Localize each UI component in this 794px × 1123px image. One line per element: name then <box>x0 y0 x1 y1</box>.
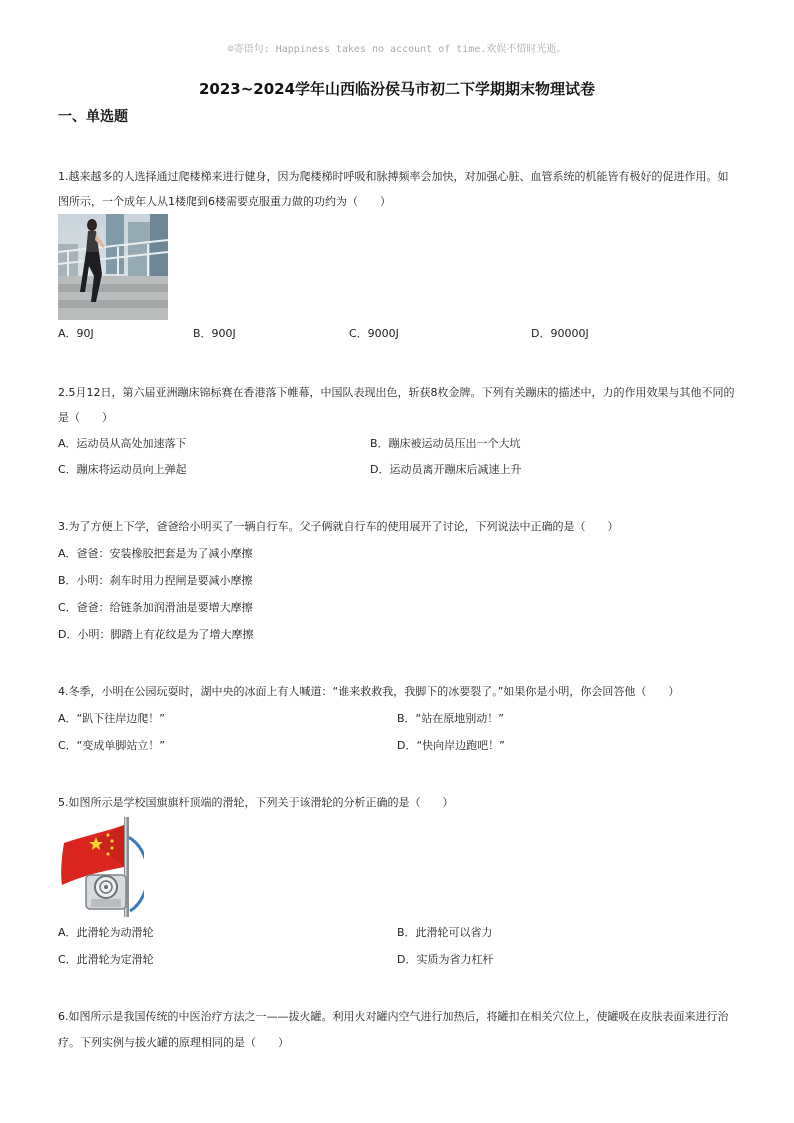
q5-option-c: C．此滑轮为定滑轮 <box>58 953 154 966</box>
q1-stair-climbing-image <box>58 214 168 320</box>
q3-option-b: B．小明：刹车时用力捏闸是要减小摩擦 <box>58 574 253 587</box>
q2-option-c: C．蹦床将运动员向上弹起 <box>58 463 187 476</box>
q3-option-a: A．爸爸：安装橡胶把套是为了减小摩擦 <box>58 547 253 560</box>
header-motto: ☺寄语句: Happiness takes no account of time.欢娱不惜时光逝。 <box>227 44 567 55</box>
q4-option-b: B．“站在原地别动！” <box>397 712 504 725</box>
q4-option-a: A．“趴下往岸边爬！” <box>58 712 165 725</box>
q1-option-c: C．9000J <box>349 327 399 340</box>
q3-option-c: C．爸爸：给链条加润滑油是要增大摩擦 <box>58 601 253 614</box>
q1-option-a: A．90J <box>58 327 94 340</box>
q1-text-line2: 图所示，一个成年人从1楼爬到6楼需要克服重力做的功约为（ ） <box>58 195 391 208</box>
q2-text-line2: 是（ ） <box>58 411 113 424</box>
q2-option-b: B．蹦床被运动员压出一个大坑 <box>370 437 521 450</box>
q4-option-c: C．“变成单脚站立！” <box>58 739 166 752</box>
q6-text-line1: 6.如图所示是我国传统的中医治疗方法之一——拔火罐。利用火对罐内空气进行加热后，将罐扣在相关穴位上，使罐吸在皮肤表面来进行治 <box>58 1010 729 1023</box>
page-title: 2023~2024学年山西临汾侯马市初二下学期期末物理试卷 <box>198 80 596 98</box>
q5-option-d: D．实质为省力杠杆 <box>397 953 494 966</box>
q4-text-line1: 4.冬季，小明在公园玩耍时，湖中央的冰面上有人喊道：“谁来救救我，我脚下的冰要裂了。”如果你是小明，你会回答他（ ） <box>58 685 680 698</box>
q6-text-line2: 疗。下列实例与拔火罐的原理相同的是（ ） <box>58 1036 289 1049</box>
q4-option-d: D．“快向岸边跑吧！” <box>397 739 505 752</box>
q1-option-d: D．90000J <box>531 327 589 340</box>
q2-option-a: A．运动员从高处加速落下 <box>58 437 187 450</box>
q2-text-line1: 2.5月12日，第六届亚洲蹦床锦标赛在香港落下帷幕，中国队表现出色，斩获8枚金牌。下列有关蹦床的描述中，力的作用效果与其他不同的 <box>58 386 735 399</box>
section-heading: 一、单选题 <box>58 109 128 125</box>
q2-option-d: D．运动员离开蹦床后减速上升 <box>370 463 522 476</box>
q1-option-b: B．900J <box>193 327 236 340</box>
q1-text-line1: 1.越来越多的人选择通过爬楼梯来进行健身，因为爬楼梯时呼吸和脉搏频率会加快，对加强心脏、血管系统的机能皆有极好的促进作用。如 <box>58 170 729 183</box>
q5-option-b: B．此滑轮可以省力 <box>397 926 493 939</box>
q5-option-a: A．此滑轮为动滑轮 <box>58 926 154 939</box>
q5-text-line1: 5.如图所示是学校国旗旗杆顶端的滑轮，下列关于该滑轮的分析正确的是（ ） <box>58 796 454 809</box>
q3-option-d: D．小明：脚踏上有花纹是为了增大摩擦 <box>58 628 254 641</box>
q3-text-line1: 3.为了方便上下学，爸爸给小明买了一辆自行车。父子俩就自行车的使用展开了讨论，下列说法中正确的是（ ） <box>58 520 619 533</box>
q5-flagpole-pulley-image <box>58 815 144 917</box>
